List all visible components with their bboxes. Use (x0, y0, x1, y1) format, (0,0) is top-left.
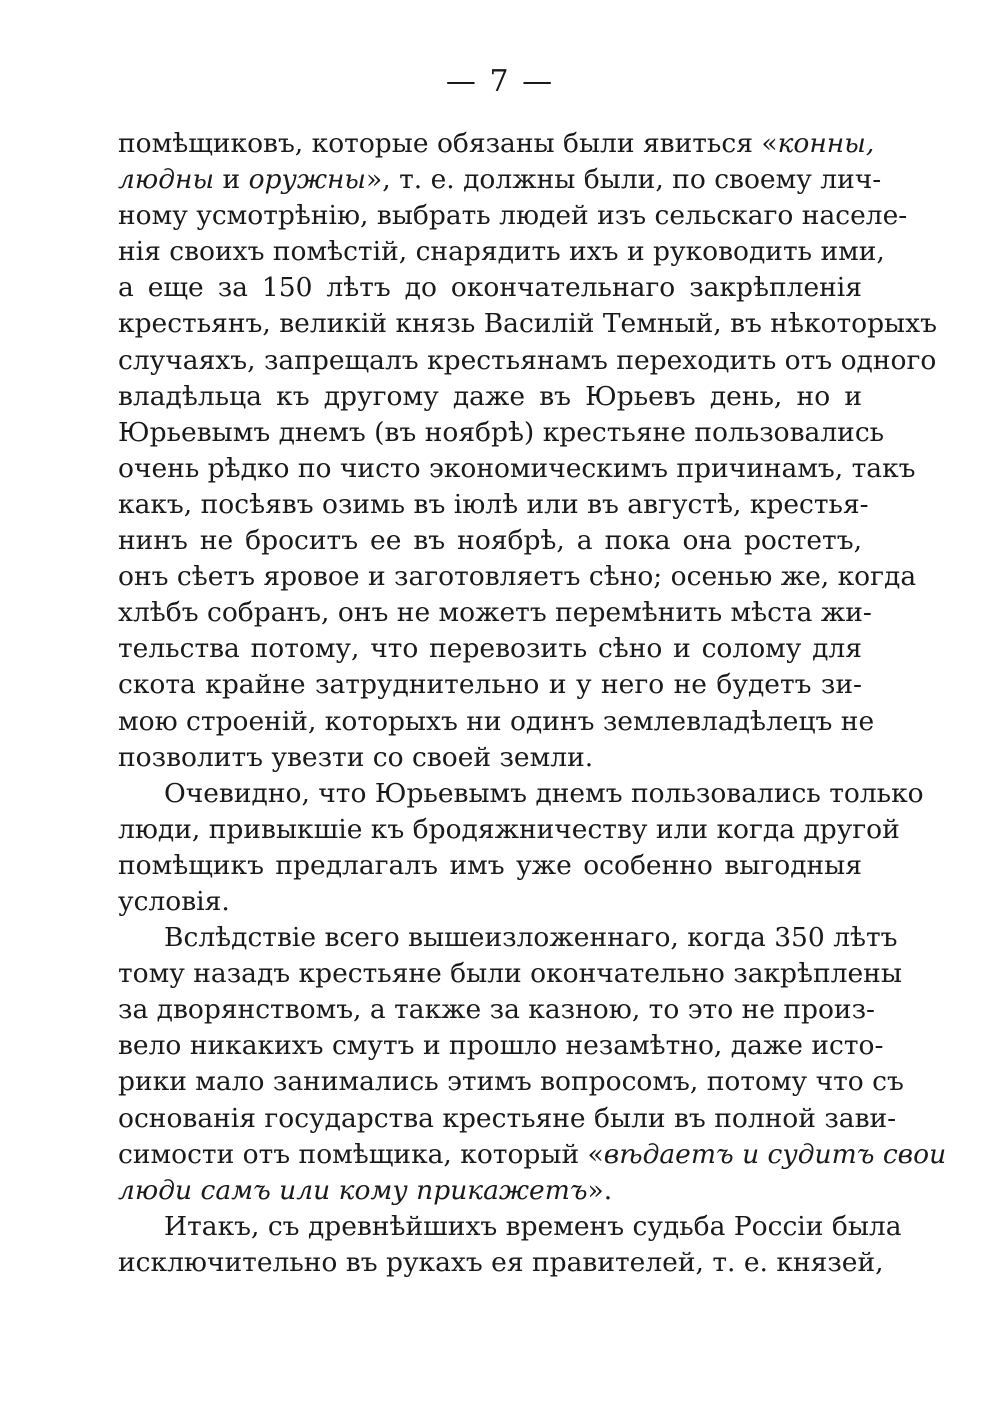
page-number: — 7 — (445, 64, 555, 99)
text-line: рики мало занимались этимъ вопросомъ, потому что съ (118, 1066, 904, 1098)
text-line: за дворянствомъ, а также за казною, то это не произ- (118, 994, 875, 1026)
italic-quote: вѣдаетъ и судитъ свои (603, 1138, 947, 1170)
text-line: ному усмотрѣнію, выбрать людей изъ сельскаго населе- (118, 200, 908, 232)
italic-quote: людны (118, 164, 215, 196)
text-line: крестьянъ, великій князь Василій Темный, въ нѣкоторыхъ (118, 308, 937, 340)
text-line: условія. (118, 885, 230, 917)
text-line: тому назадъ крестьяне были окончательно закрѣплены (118, 958, 902, 990)
text-line: мою строеній, которыхъ ни одинъ землевладѣлецъ не (118, 705, 875, 737)
text-line: владѣльца къ другому даже въ Юрьевъ день, но и (118, 380, 862, 412)
text-line (118, 126, 875, 162)
text-run: », т. е. должны были, по своему лич- (366, 164, 882, 196)
text-line: случаяхъ, запрещалъ крестьянамъ переходить отъ одного (118, 344, 937, 376)
italic-quote: конны, (777, 128, 875, 159)
text-line (118, 1137, 947, 1173)
text-run: и (214, 164, 249, 196)
text-line: Очевидно, что Юрьевымъ днемъ пользовались только (164, 777, 924, 809)
italic-quote: люди самъ или кому прикажетъ (118, 1174, 588, 1206)
text-line: помѣщикъ предлагалъ имъ уже особенно выгодныя (118, 849, 862, 881)
text-line: исключительно въ рукахъ ея правителей, т. е. князей, (118, 1246, 884, 1278)
italic-quote: оружны (248, 164, 367, 196)
text-line: очень рѣдко по чисто экономическимъ причинамъ, такъ (118, 452, 916, 484)
text-line: люди, привыкшіе къ бродяжничеству или когда другой (118, 813, 900, 845)
text-line: позволитъ увезти со своей земли. (118, 741, 594, 773)
text-line: основанія государства крестьяне были въ полной зави- (118, 1102, 897, 1134)
text-line (118, 1173, 862, 1209)
text-line: нія своихъ помѣстій, снарядить ихъ и руководить ими, (118, 236, 885, 268)
page-text (118, 126, 947, 1281)
text-line: Вслѣдствіе всего вышеизложеннаго, когда 350 лѣтъ (164, 922, 898, 954)
text-line: тельства потому, что перевозить сѣно и солому для (118, 633, 862, 665)
text-run: ». (587, 1174, 613, 1206)
text-line: вело никакихъ смутъ и прошло незамѣтно, даже исто- (118, 1030, 884, 1062)
text-run: помѣщиковъ, которые обязаны были явиться « (118, 128, 778, 159)
text-line: какъ, посѣявъ озимь въ іюлѣ или въ августѣ, крестья- (118, 488, 869, 520)
text-line (118, 162, 882, 198)
text-line: хлѣбъ собранъ, онъ не можетъ перемѣнить мѣста жи- (118, 597, 872, 629)
text-line: Юрьевымъ днемъ (въ ноябрѣ) крестьяне пользовались (118, 416, 885, 448)
text-line: скота крайне затруднительно и у него не будетъ зи- (118, 669, 862, 701)
text-line: онъ сѣетъ яровое и заготовляетъ сѣно; осенью же, когда (118, 561, 917, 593)
text-line: а еще за 150 лѣтъ до окончательнаго закрѣпленія (118, 272, 862, 304)
text-line: Итакъ, съ древнѣйшихъ временъ судьба Россіи была (164, 1210, 902, 1242)
text-line: нинъ не броситъ ее въ ноябрѣ, а пока она ростетъ, (118, 525, 862, 557)
text-run: симости отъ помѣщика, который « (118, 1138, 604, 1170)
